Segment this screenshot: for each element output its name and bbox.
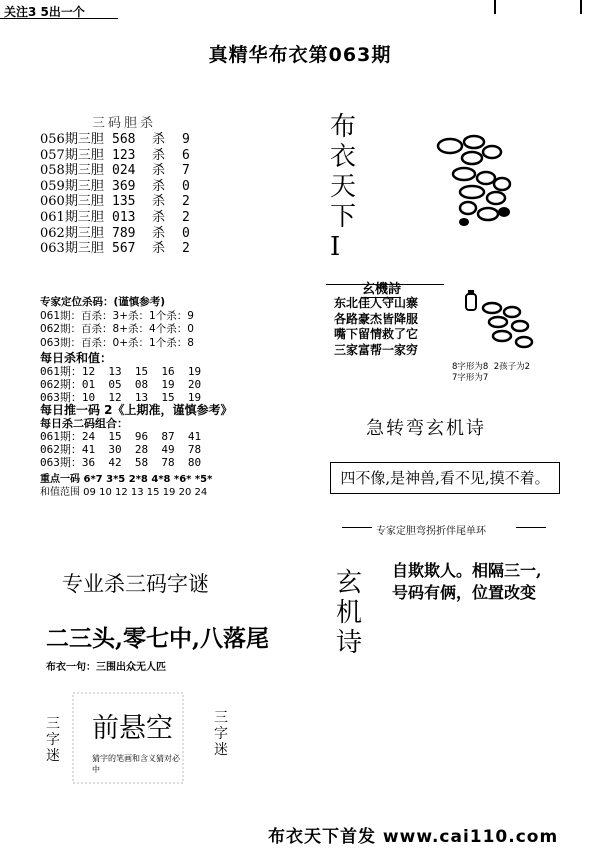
kill-issue: 057期三胆 [40, 147, 104, 163]
expert-row: 062期：百杀：8+杀：4个杀：0 [40, 323, 194, 335]
daily-sum-row: 061期：12 13 15 16 19 [40, 365, 202, 378]
poem-line: 东北佳人守山寨 [334, 296, 419, 310]
title-suffix: 期 [371, 44, 392, 66]
pebble-hint-note [452, 362, 530, 384]
kill-value: 2 [182, 194, 190, 210]
kill-issue: 063期三胆 [40, 241, 104, 257]
kill-issue: 062期三胆 [40, 225, 104, 241]
poem-rule [326, 284, 444, 285]
sanzi-char: 迷 [46, 748, 60, 764]
poem-line: 号码有俩，位置改变 [392, 583, 537, 602]
sanzi-left [46, 716, 60, 764]
kill-label: 杀 [152, 132, 166, 147]
kill-row [40, 132, 202, 148]
word-riddle-note: 猜字的笔画和含义猜对必中 [92, 754, 180, 774]
title-number: 063 [328, 44, 372, 66]
kill-numbers: 013 [112, 209, 136, 225]
kill-value: 2 [182, 209, 190, 225]
kill-numbers: 789 [112, 225, 136, 241]
daily-section [40, 352, 233, 499]
mystic-poem [334, 296, 418, 358]
word-riddle: 前悬空 [92, 713, 173, 744]
kill-row [40, 163, 202, 179]
kill-row [40, 210, 202, 226]
sanzi-char: 三 [46, 716, 60, 732]
kill-value: 6 [182, 147, 190, 163]
vertical-char: 诗 [336, 628, 363, 658]
kill-numbers: 123 [112, 147, 136, 163]
brain-teaser-riddle: 四不像,是神兽,看不见,摸不着。 [330, 462, 560, 494]
hint-line: 7字形为7 [452, 373, 489, 383]
pebble-hint-drawing [462, 290, 552, 360]
kill-label: 杀 [152, 178, 166, 194]
vertical-char: I [330, 232, 341, 262]
kill-value: 2 [182, 241, 190, 257]
poem-line: 三家富帮一家穷 [334, 342, 419, 357]
corner-divider [0, 18, 118, 19]
expert-row: 061期：百杀：3+杀：1个杀：9 [40, 309, 194, 322]
daily-one-row: 062期：41 30 28 49 78 [40, 443, 202, 456]
kill-issue: 061期三胆 [40, 209, 104, 225]
vertical-char: 布 [330, 112, 357, 142]
kill-section-heading: 三码胆杀 [92, 116, 157, 131]
corner-label: 关注3 5出一个 [4, 5, 85, 19]
kill-numbers: 369 [112, 178, 136, 194]
daily-one-sub: 每日杀二码组合： [40, 417, 128, 430]
vertical-char: 天 [330, 172, 357, 202]
kill-row [40, 179, 202, 195]
riddle3-heading: 专业杀三码字谜 [62, 572, 209, 596]
expert-row: 063期：百杀：0+杀：1个杀：8 [40, 336, 194, 349]
sanzi-char: 字 [214, 726, 228, 742]
vertical-char: 下 [330, 202, 357, 232]
riddle3-text: 二三头,零七中,八落尾 [46, 625, 270, 652]
kill-row [40, 148, 202, 164]
poem-line: 自欺欺人。相隔三一, [392, 561, 542, 580]
vertical-char: 机 [336, 598, 363, 628]
kill-value: 0 [182, 225, 190, 241]
hint-line: 8字形为8 2孩子为2 [452, 362, 531, 372]
kill-value: 9 [182, 132, 190, 147]
expert-hint-line: 专家定胆弯拐折伴尾单环 [376, 526, 486, 537]
daily-sum-row: 063期：10 12 13 15 19 [40, 391, 202, 404]
daily-one-row: 063期：36 42 58 78 80 [40, 456, 202, 469]
sanzi-char: 三 [214, 710, 228, 726]
kill-value: 0 [182, 178, 190, 194]
sanzi-char: 字 [46, 732, 60, 748]
vertical-char: 玄 [336, 568, 363, 598]
kill-label: 杀 [152, 194, 166, 210]
kill-label: 杀 [152, 225, 166, 241]
poem-line: 各路豪杰皆降服 [334, 311, 419, 326]
kill-numbers: 024 [112, 163, 136, 179]
kill-label: 杀 [152, 241, 166, 257]
kill-issue: 059期三胆 [40, 178, 104, 194]
kill-label: 杀 [152, 147, 166, 163]
kill-row [40, 194, 202, 210]
kill-value: 7 [182, 163, 190, 179]
vertical-char: 衣 [330, 142, 357, 172]
daily-sum-heading: 每日杀和值： [40, 351, 113, 365]
xuanji-vertical [336, 568, 366, 658]
sanzi-char: 迷 [214, 742, 228, 758]
mystic-poem-title: 玄機詩 [362, 278, 401, 298]
title-prefix: 真精华布衣第 [208, 44, 329, 66]
sum-range-line: 和值范围 09 10 12 13 15 19 20 24 [40, 487, 208, 498]
buyi-vertical [330, 112, 360, 262]
kill-issue: 058期三胆 [40, 163, 104, 179]
buyi-line: 布衣一句：三围出众无人匹 [46, 662, 166, 673]
footer-credit: 布衣天下首发 www.cai110.com [268, 827, 559, 847]
kill-row [40, 226, 202, 242]
daily-sum-row: 062期：01 05 08 19 20 [40, 378, 202, 391]
kill-numbers: 135 [112, 194, 136, 210]
pebble-number-drawing [428, 132, 528, 232]
sanzi-right [214, 710, 228, 758]
kill-label: 杀 [152, 163, 166, 179]
expert-heading: 专家定位杀码：(谨慎参考) [40, 296, 166, 308]
daily-one-heading: 每日推一码 2《上期准，谨慎参考》 [40, 403, 233, 417]
daily-one-row: 061期：24 15 96 87 41 [40, 430, 202, 443]
edge-mark [580, 0, 582, 14]
kill-issue: 056期三胆 [40, 132, 104, 147]
edge-mark [494, 0, 496, 14]
kill-numbers: 567 [112, 241, 136, 257]
kill-list [40, 132, 202, 257]
expert-section [40, 296, 194, 350]
kill-label: 杀 [152, 209, 166, 225]
rule-right [516, 527, 546, 528]
brain-teaser-title: 急转弯玄机诗 [366, 418, 486, 439]
key-code-line: 重点一码 6*7 3*5 2*8 4*8 *6* *5* [40, 474, 213, 485]
page-title [0, 40, 600, 67]
xuanji-poem [392, 560, 542, 604]
kill-row [40, 241, 202, 257]
poem-line: 嘴下留情救了它 [334, 327, 419, 341]
rule-left [342, 527, 372, 528]
kill-numbers: 568 [112, 132, 136, 147]
kill-issue: 060期三胆 [40, 194, 104, 210]
